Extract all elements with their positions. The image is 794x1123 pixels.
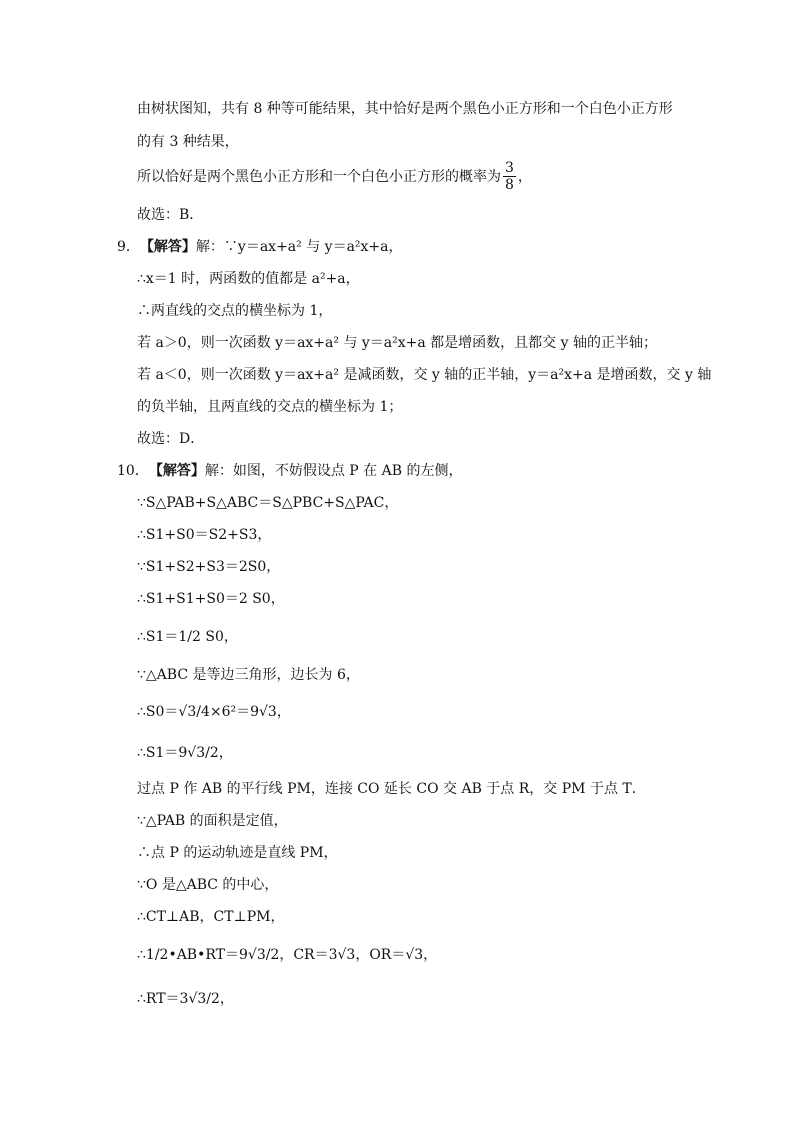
answer-tag: 【解答】 <box>139 239 196 255</box>
line-text: ∴1/2•AB•RT＝9√3/2，CR＝3√3，OR＝√3， <box>137 947 438 963</box>
line-text: 若 a＜0，则一次函数 y＝ax+a² 是减函数，交 y 轴的正半轴，y＝a²x+a 是增函数，交 y 轴 <box>137 367 712 383</box>
line-text: 解：∵y＝ax+a² 与 y＝a²x+a， <box>195 239 403 255</box>
q10-line-16 <box>137 990 234 1008</box>
line-text: 所以恰好是两个黑色小正方形和一个白色小正方形的概率为 <box>137 168 501 185</box>
line-text: ， <box>517 168 532 185</box>
line-text: ∴S1＝9√3/2， <box>137 745 233 761</box>
fraction-numerator: 3 <box>505 160 514 176</box>
line-text: ∴S0＝√3/4×6²＝9√3， <box>137 704 291 720</box>
text-line-2 <box>137 133 239 151</box>
line-text: 的有 3 种结果， <box>137 134 239 150</box>
line-text: 由树状图知，共有 8 种等可能结果，其中恰好是两个黑色小正方形和一个白色小正方形 <box>137 101 673 117</box>
line-text: 故选：B． <box>137 207 204 223</box>
line-text: ∴x＝1 时，两函数的值都是 a²+a， <box>137 271 360 287</box>
q9-line-3 <box>137 302 332 320</box>
q10-line-9 <box>137 744 233 762</box>
q10-line-12 <box>137 844 338 862</box>
line-text: ∵S1+S2+S3＝2S0， <box>137 559 281 575</box>
q10-header <box>117 462 462 480</box>
q9-line-5 <box>137 366 711 384</box>
q10-line-10 <box>137 780 646 798</box>
q10-line-15 <box>137 946 437 964</box>
line-text: 的负半轴，且两直线的交点的横坐标为 1； <box>137 399 403 415</box>
line-text: ∴CT⊥AB，CT⊥PM， <box>137 909 285 925</box>
q9-header <box>117 238 403 256</box>
line-text: 若 a＞0，则一次函数 y＝ax+a² 与 y＝a²x+a 都是增函数，且都交 y 轴的正半轴； <box>137 335 657 351</box>
q10-line-13 <box>137 876 278 894</box>
line-text: ∵O 是△ABC 的中心， <box>137 877 279 893</box>
line-text: ∴S1+S0＝S2+S3， <box>137 527 272 543</box>
q9-line-4 <box>137 334 657 352</box>
answer-tag: 【解答】 <box>148 463 205 479</box>
q10-line-7 <box>137 666 360 684</box>
question-number: 9． <box>117 239 140 255</box>
q10-line-2 <box>137 494 398 512</box>
question-number: 10． <box>117 463 149 479</box>
line-text: ∵S△PAB+S△ABC＝S△PBC+S△PAC， <box>137 495 399 511</box>
text-line-3 <box>137 160 532 193</box>
line-text: 过点 P 作 AB 的平行线 PM，连接 CO 延长 CO 交 AB 于点 R，交 PM 于点 T． <box>137 781 646 797</box>
q9-line-2 <box>137 270 360 288</box>
text-line-1 <box>137 100 673 118</box>
line-text: ∵△PAB 的面积是定值， <box>137 813 288 829</box>
line-text: ∴S1+S1+S0＝2 S0， <box>137 591 285 607</box>
q10-line-4 <box>137 558 280 576</box>
line-text: ∴点 P 的运动轨迹是直线 PM， <box>137 845 338 861</box>
fraction-denominator: 8 <box>505 177 514 193</box>
line-text: ∴S1＝1/2 S0， <box>137 629 238 645</box>
q10-line-3 <box>137 526 271 544</box>
q10-line-8 <box>137 703 291 721</box>
line-text: ∴RT＝3√3/2， <box>137 991 234 1007</box>
line-text: ∵△ABC 是等边三角形，边长为 6， <box>137 667 360 683</box>
q10-line-14 <box>137 908 285 926</box>
q10-line-5 <box>137 590 285 608</box>
q9-line-6 <box>137 398 402 416</box>
q9-line-7 <box>137 430 204 448</box>
q10-line-6 <box>137 628 238 646</box>
fraction <box>503 160 516 193</box>
line-text: 故选：D． <box>137 431 205 447</box>
line-text: 解：如图，不妨假设点 P 在 AB 的左侧， <box>204 463 463 479</box>
text-line-4 <box>137 206 203 224</box>
line-text: ∴两直线的交点的横坐标为 1， <box>137 303 333 319</box>
q10-line-11 <box>137 812 288 830</box>
